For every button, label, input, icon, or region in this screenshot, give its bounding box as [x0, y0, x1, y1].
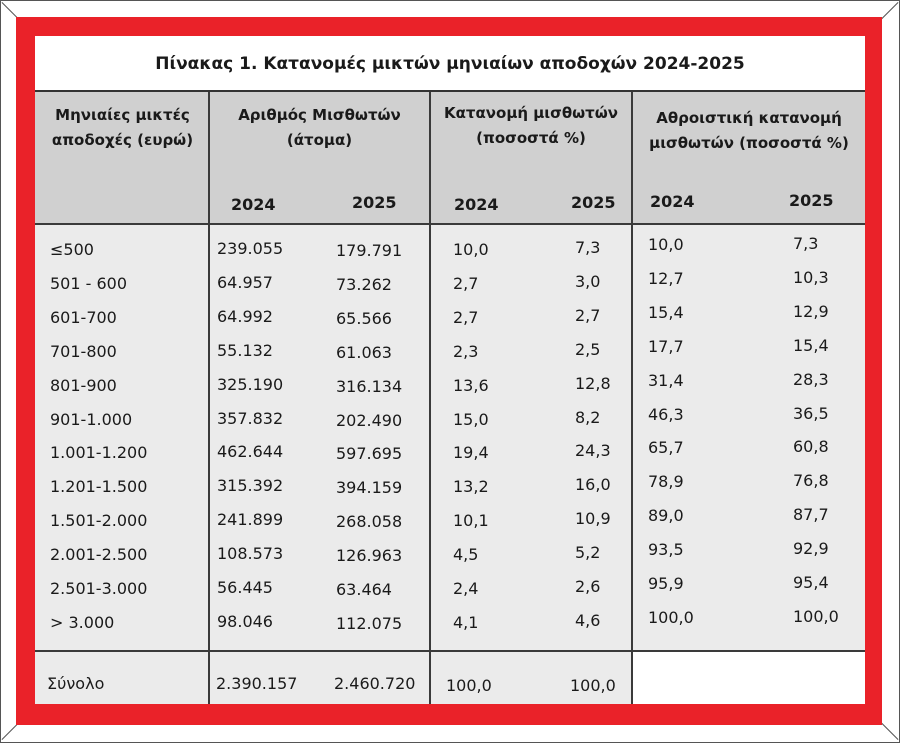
header-line: αποδοχές (ευρώ) — [51, 131, 194, 149]
total-divider — [35, 650, 865, 652]
cell-cumulative-2024: 95,9 — [648, 574, 684, 593]
cell-share-2024: 2,4 — [453, 579, 479, 598]
cell-share-2025: 5,2 — [575, 543, 601, 563]
header-employees-count — [210, 103, 429, 153]
header-line: Κατανομή μισθωτών — [443, 104, 618, 122]
cell-share-2025: 3,0 — [575, 271, 601, 291]
cell-share-2025: 2,5 — [575, 339, 601, 359]
header-line: (άτομα) — [286, 131, 353, 149]
total-share-2025: 100,0 — [570, 676, 616, 695]
year-label: 2024 — [454, 195, 499, 214]
header-line: Αριθμός Μισθωτών — [238, 106, 401, 124]
cell-cumulative-2024: 89,0 — [648, 506, 684, 526]
row-earnings-range: 601-700 — [50, 307, 117, 327]
year-label: 2025 — [571, 193, 616, 212]
cell-employees-2025: 73.262 — [336, 274, 392, 294]
cell-employees-2024: 315.392 — [217, 476, 284, 496]
row-earnings-range: 501 - 600 — [50, 273, 128, 293]
cell-share-2024: 2,3 — [453, 341, 479, 361]
cell-cumulative-2024: 93,5 — [648, 540, 684, 560]
cell-cumulative-2024: 12,7 — [648, 268, 684, 288]
cell-cumulative-2025: 36,5 — [793, 403, 829, 423]
year-label: 2025 — [352, 193, 397, 212]
row-earnings-range: ≤500 — [50, 240, 94, 259]
total-employees-2024: 2.390.157 — [216, 674, 298, 693]
year-label: 2024 — [650, 192, 695, 211]
cell-employees-2025: 394.159 — [336, 478, 403, 498]
cell-employees-2024: 357.832 — [217, 408, 284, 428]
header-line: (ποσοστά %) — [476, 129, 586, 147]
cell-cumulative-2024: 78,9 — [648, 472, 684, 492]
cell-share-2025: 2,7 — [575, 305, 601, 325]
cell-employees-2024: 241.899 — [217, 510, 284, 530]
cell-cumulative-2024: 31,4 — [648, 370, 684, 390]
total-employees-2025: 2.460.720 — [334, 674, 416, 693]
cell-share-2024: 19,4 — [453, 443, 489, 463]
cell-employees-2025: 61.063 — [336, 342, 392, 362]
column-divider — [631, 92, 633, 704]
cell-employees-2024: 56.445 — [217, 578, 273, 597]
row-earnings-range: 2.501-3.000 — [50, 579, 148, 598]
total-share-2024: 100,0 — [446, 676, 492, 695]
cell-cumulative-2025: 95,4 — [793, 573, 829, 592]
cell-share-2024: 13,6 — [453, 375, 489, 395]
cell-employees-2025: 597.695 — [336, 444, 403, 464]
cell-employees-2025: 316.134 — [336, 376, 403, 396]
row-earnings-range: 701-800 — [50, 341, 117, 361]
row-earnings-range: 801-900 — [50, 375, 117, 395]
cell-employees-2025: 202.490 — [336, 410, 403, 430]
cell-employees-2025: 268.058 — [336, 512, 403, 532]
cell-share-2025: 7,3 — [575, 238, 601, 257]
cell-employees-2025: 126.963 — [336, 546, 403, 566]
cell-share-2024: 4,1 — [453, 612, 479, 632]
row-earnings-range: 1.501-2.000 — [50, 511, 148, 531]
cell-employees-2025: 63.464 — [336, 580, 392, 599]
row-earnings-range: 1.201-1.500 — [50, 477, 148, 497]
header-line: Μηνιαίες μικτές — [55, 106, 190, 124]
cell-cumulative-2025: 28,3 — [793, 369, 829, 389]
cell-employees-2024: 98.046 — [217, 611, 273, 631]
cell-share-2025: 10,9 — [575, 509, 611, 529]
cell-cumulative-2025: 60,8 — [793, 437, 829, 457]
cell-share-2024: 2,7 — [453, 273, 479, 293]
cell-employees-2024: 64.992 — [217, 306, 273, 326]
year-label: 2025 — [789, 191, 834, 210]
header-cumulative-distribution — [633, 106, 865, 156]
cell-share-2024: 2,7 — [453, 307, 479, 327]
row-earnings-range: 901-1.000 — [50, 409, 133, 429]
header-divider — [35, 223, 865, 225]
cell-share-2024: 13,2 — [453, 477, 489, 497]
cell-cumulative-2024: 15,4 — [648, 302, 684, 322]
cell-cumulative-2024: 65,7 — [648, 438, 684, 458]
cell-employees-2025: 65.566 — [336, 308, 392, 328]
table-title: Πίνακας 1. Κατανομές μικτών μηνιαίων αποδοχών 2024-2025 — [35, 36, 865, 92]
cell-share-2025: 16,0 — [575, 475, 611, 495]
row-earnings-range: 2.001-2.500 — [50, 545, 148, 565]
cell-employees-2024: 64.957 — [217, 272, 273, 292]
cell-share-2025: 4,6 — [575, 610, 601, 630]
cell-employees-2025: 112.075 — [336, 613, 403, 633]
cell-share-2024: 4,5 — [453, 545, 479, 565]
cell-employees-2024: 239.055 — [217, 239, 284, 258]
row-earnings-range: > 3.000 — [50, 612, 115, 632]
cell-employees-2025: 179.791 — [336, 241, 403, 260]
cell-cumulative-2024: 46,3 — [648, 404, 684, 424]
cell-cumulative-2025: 15,4 — [793, 335, 829, 355]
column-divider — [429, 92, 431, 704]
cell-share-2024: 10,0 — [453, 240, 489, 259]
header-line: μισθωτών (ποσοστά %) — [649, 134, 849, 152]
cell-employees-2024: 55.132 — [217, 340, 273, 360]
total-row-empty-cell — [633, 651, 865, 704]
cell-cumulative-2025: 100,0 — [793, 606, 839, 626]
cell-share-2024: 10,1 — [453, 511, 489, 531]
cell-share-2025: 12,8 — [575, 373, 611, 393]
header-line: Αθροιστική κατανομή — [656, 109, 842, 127]
cell-cumulative-2025: 10,3 — [793, 267, 829, 287]
cell-cumulative-2025: 7,3 — [793, 234, 819, 253]
cell-employees-2024: 325.190 — [217, 374, 284, 394]
cell-share-2025: 2,6 — [575, 577, 601, 596]
cell-cumulative-2025: 92,9 — [793, 539, 829, 559]
cell-share-2025: 24,3 — [575, 441, 611, 461]
cell-employees-2024: 462.644 — [217, 442, 284, 462]
cell-cumulative-2024: 10,0 — [648, 235, 684, 254]
cell-cumulative-2024: 100,0 — [648, 607, 694, 627]
cell-share-2025: 8,2 — [575, 407, 601, 427]
cell-cumulative-2024: 17,7 — [648, 336, 684, 356]
cell-employees-2024: 108.573 — [217, 544, 284, 564]
total-label: Σύνολο — [47, 674, 105, 693]
cell-share-2024: 15,0 — [453, 409, 489, 429]
year-label: 2024 — [231, 195, 276, 214]
header-monthly-earnings — [37, 103, 208, 153]
cell-cumulative-2025: 12,9 — [793, 301, 829, 321]
row-earnings-range: 1.001-1.200 — [50, 443, 148, 463]
header-distribution — [431, 101, 631, 151]
cell-cumulative-2025: 76,8 — [793, 471, 829, 491]
cell-cumulative-2025: 87,7 — [793, 505, 829, 525]
column-divider — [208, 92, 210, 704]
